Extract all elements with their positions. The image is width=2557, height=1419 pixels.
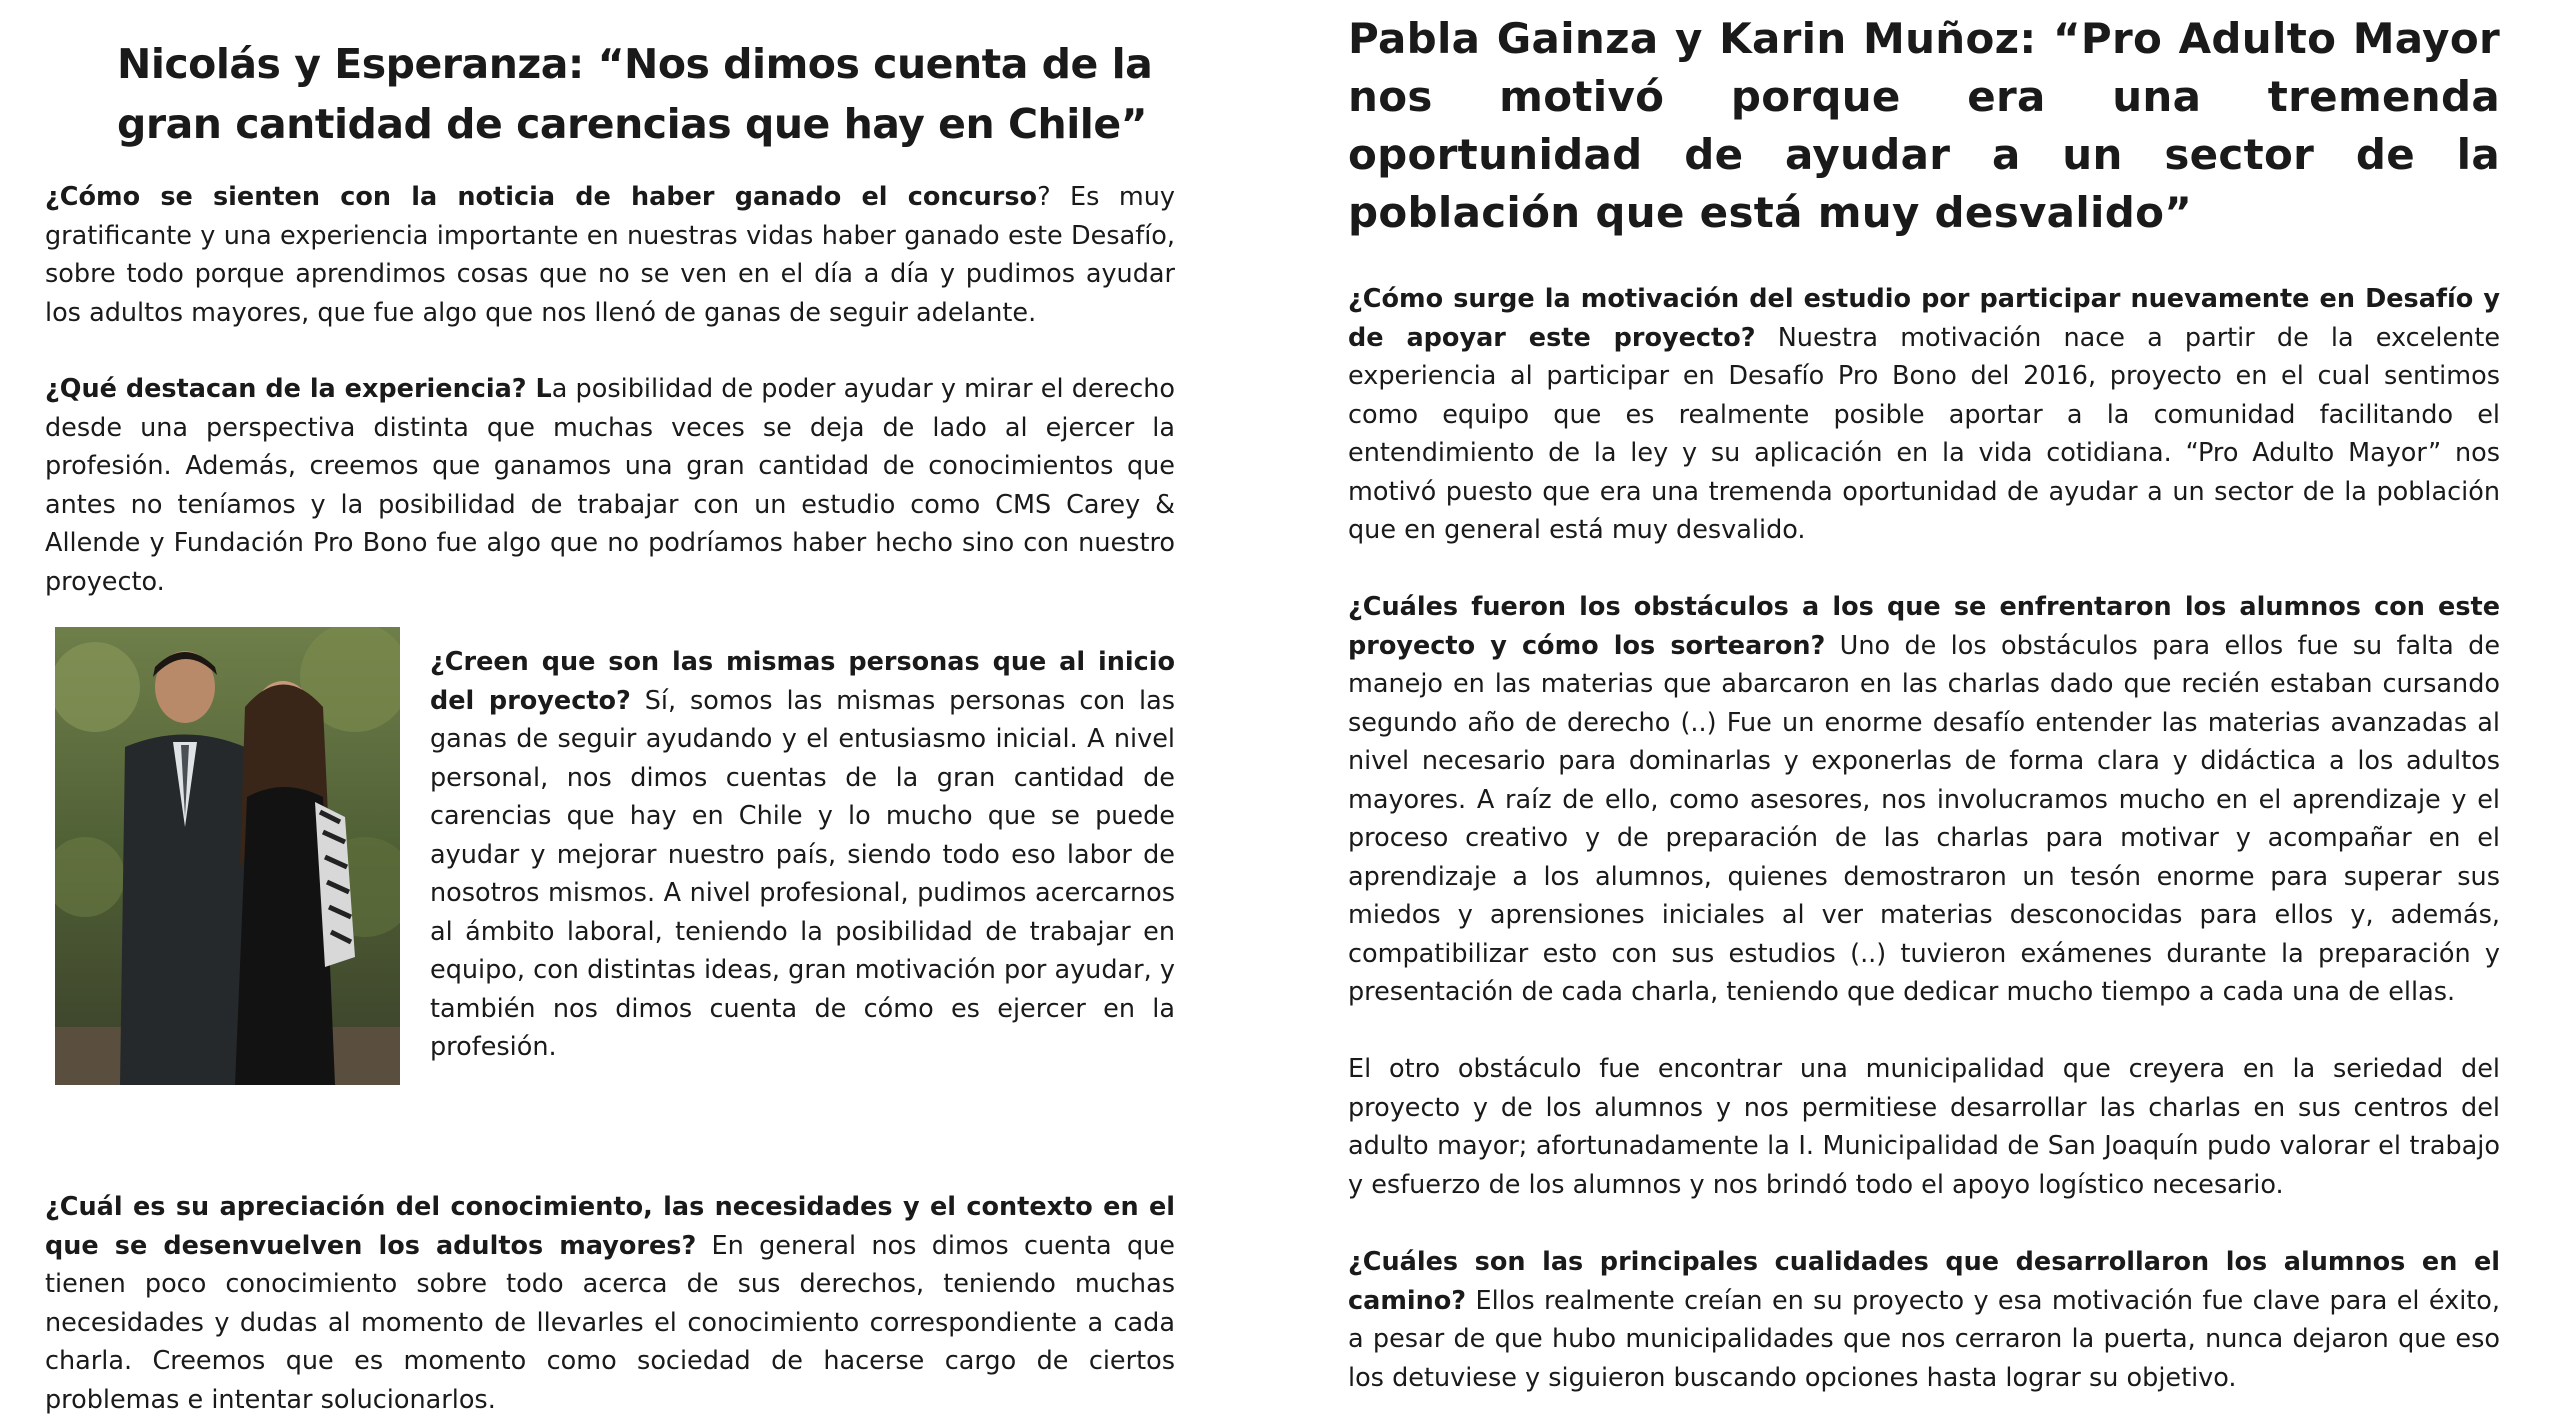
left-qa-2: [45, 370, 1175, 601]
photo-spacer: [45, 643, 430, 1101]
left-qa-1: [45, 178, 1175, 332]
left-qa-3: [45, 643, 1175, 1101]
question: ¿Cuáles fueron los obstáculos a los que se enfrentaron los alumnos con este proyecto y cómo los sortearon?: [1348, 592, 2500, 661]
right-qa-4: [1348, 1243, 2500, 1397]
answer: En general nos dimos cuenta que tienen poco conocimiento sobre todo acerca de sus derechos, teniendo muchas necesidades y dudas al momento de llevarles el conocimiento correspondiente a cada charla. Creemos que es momento como sociedad de hacerse cargo de ciertos problemas e intentar solucionarlos.: [45, 1230, 1175, 1415]
answer: Sí, somos las mismas personas con las ganas de seguir ayudando y el entusiasmo inicial. A nivel personal, nos dimos cuentas de la gran cantidad de carencias que hay en Chile y lo mucho que se puede ayudar y mejorar nuestro país, siendo todo eso labor de nosotros mismos. A nivel profesional, pudimos acercarnos al ámbito laboral, teniendo la posibilidad de trabajar en equipo, con distintas ideas, gran motivación por ayudar, y también nos dimos cuenta de cómo es ejercer en la profesión.: [430, 685, 1175, 1062]
right-article-title: Pabla Gainza y Karin Muñoz: “Pro Adulto Mayor nos motivó porque era una tremenda oportunidad de ayudar a un sector de la población que está muy desvalido”: [1348, 14, 2500, 237]
answer: El otro obstáculo fue encontrar una municipalidad que creyera en la seriedad del proyecto y de los alumnos y nos permitiese desarrollar las charlas en sus centros del adulto mayor; afortunadamente la I. Municipalidad de San Joaquín pudo valorar el trabajo y esfuerzo de los alumnos y nos brindó todo el apoyo logístico necesario.: [1348, 1054, 2500, 1200]
question: ¿Cuáles son las principales cualidades que desarrollaron los alumnos en el camino?: [1348, 1247, 2500, 1316]
answer: a posibilidad de poder ayudar y mirar el derecho desde una perspectiva distinta que muchas veces se deja de lado al ejercer la profesión. Además, creemos que ganamos una gran cantidad de conocimientos que antes no teníamos y la posibilidad de trabajar con un estudio como CMS Carey & Allende y Fundación Pro Bono fue algo que no podríamos haber hecho sino con nuestro proyecto.: [45, 374, 1175, 597]
right-qa-3: [1348, 1050, 2500, 1204]
right-qa-2: [1348, 588, 2500, 1012]
question: ¿Cómo se sienten con la noticia de haber ganado el concurso: [45, 182, 1038, 212]
question: ¿Cuál es su apreciación del conocimiento, las necesidades y el contexto en el que se desenvuelven los adultos mayores?: [45, 1192, 1175, 1261]
answer: ? Es muy gratificante y una experiencia importante en nuestras vidas haber ganado este Desafío, sobre todo porque aprendimos cosas que no se ven en el día a día y pudimos ayudar los adultos mayores, que fue algo que nos llenó de ganas de seguir adelante.: [45, 182, 1175, 328]
answer: Nuestra motivación nace a partir de la excelente experiencia al participar en Desafío Pro Bono del 2016, proyecto en el cual sentimos como equipo que es realmente posible aportar a la comunidad facilitando el entendimiento de la ley y su aplicación en la vida cotidiana. “Pro Adulto Mayor” nos motivó puesto que era una tremenda oportunidad de ayudar a un sector de la población que en general está muy desvalido.: [1348, 322, 2501, 545]
right-qa-1: [1348, 280, 2500, 550]
left-qa-4: [45, 1188, 1175, 1419]
answer: Uno de los obstáculos para ellos fue su falta de manejo en las materias que abarcaron en las charlas dado que recién estaban cursando segundo año de derecho (..) Fue un enorme desafío entender las materias avanzadas al nivel necesario para dominarlas y exponerlas de forma clara y didáctica a los adultos mayores. A raíz de ello, como asesores, nos involucramos mucho en el aprendizaje y el proceso creativo y de preparación de las charlas para motivar y acompañar en el aprendizaje a los alumnos, quienes demostraron un tesón enorme para superar sus miedos y aprensiones iniciales al ver materias desconocidas para ellos y, además, compatibilizar esto con sus estudios (..) tuvieron exámenes durante la preparación y presentación de cada charla, teniendo que dedicar mucho tiempo a cada una de ellas.: [1348, 630, 2501, 1007]
left-article-title: Nicolás y Esperanza: “Nos dimos cuenta de la gran cantidad de carencias que hay en Chile”: [117, 40, 1153, 148]
question: ¿Creen que son las mismas personas que al inicio del proyecto?: [430, 647, 1175, 716]
question: ¿Qué destacan de la experiencia? L: [45, 374, 552, 404]
question: ¿Cómo surge la motivación del estudio por participar nuevamente en Desafío y de apoyar este proyecto?: [1348, 284, 2500, 353]
answer: Ellos realmente creían en su proyecto y esa motivación fue clave para el éxito, a pesar de que hubo municipalidades que nos cerraron la puerta, nunca dejaron que eso los detuviese y siguieron buscando opciones hasta lograr su objetivo.: [1348, 1285, 2500, 1393]
